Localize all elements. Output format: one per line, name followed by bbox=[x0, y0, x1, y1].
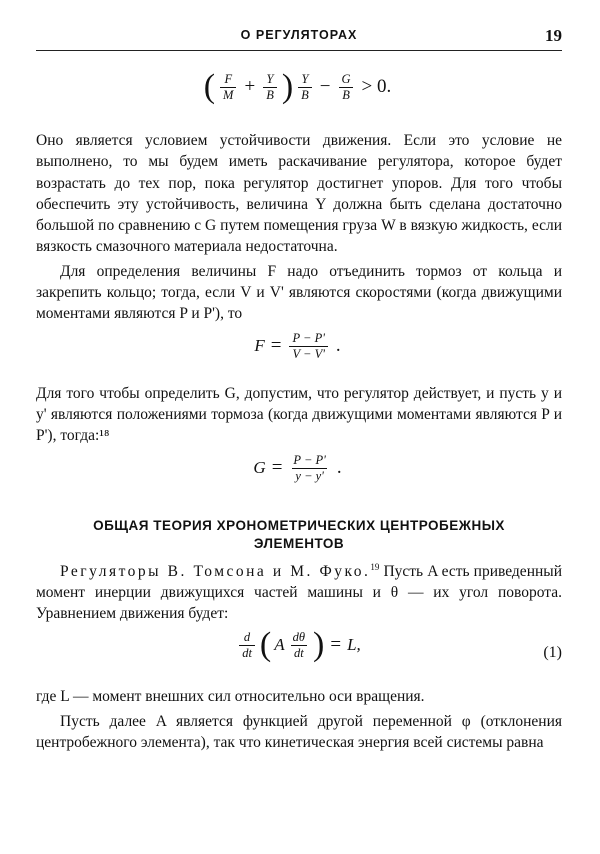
section-title-line-2: ЭЛЕМЕНТОВ bbox=[253, 535, 345, 551]
equation-stability-math: ( $\frac{F}{M}$ + $\frac{Y}{B}$ ) $\frac{Y}{B}$ − $\frac{G}{B}$ > 0. bbox=[203, 68, 392, 105]
equation-number: (1) bbox=[543, 644, 562, 662]
section-title-line-1: ОБЩАЯ ТЕОРИЯ ХРОНОМЕТРИЧЕСКИХ ЦЕНТРОБЕЖНЫХ bbox=[93, 517, 505, 533]
equation-stability bbox=[36, 70, 562, 120]
equation-motion-math: $\frac{d}{dt}$ ( A $\frac{d\theta}{dt}$ ) = L, bbox=[237, 628, 361, 662]
page-body bbox=[36, 64, 562, 753]
equation-motion bbox=[36, 628, 562, 678]
regulators-rest: Пусть A есть приведенный момент инерции движущихся частей машины и θ — их угол поворота. Уравнением движения будет: bbox=[36, 562, 562, 623]
paragraph-where-L: где L — момент внешних сил относительно оси вращения. bbox=[36, 688, 425, 706]
section-heading bbox=[36, 517, 562, 553]
paragraph-determine-G: Для того чтобы определить G, допустим, что регулятор действует, и пусть y и y' являются положениями тормоза (когда движущими моментами являются P и P'), тогда:¹⁸ bbox=[36, 384, 562, 445]
page-header bbox=[36, 26, 562, 48]
equation-F bbox=[36, 331, 562, 379]
paragraph-determine-F: Для определения величины F надо отъединить тормоз от кольца и закрепить кольцо; тогда, если V и V' являются скоростями (когда движущими моментами являются P и P'), то bbox=[36, 262, 562, 323]
paragraph-regulators bbox=[36, 561, 562, 625]
page-number: 19 bbox=[545, 26, 562, 45]
regulators-lead: Регуляторы В. Томсона и М. Фуко. bbox=[60, 562, 371, 580]
paragraph-stability: Оно является условием устойчивости движения. Если это условие не выполнено, то мы будем иметь раскачивание регулятора, которое будет возрастать до тех пор, пока регулятор достигнет упоров. Для того чтобы обеспечить эту устойчивость, величина Y должна быть сделана достаточно большой по сравнению с G путем помещения груза W в вязкую жидкость, если вязкость смазочного материала недостаточна. bbox=[36, 132, 562, 256]
equation-F-math: F = $\frac{P - P'}{V - V'}$ . bbox=[254, 330, 341, 361]
equation-G bbox=[36, 453, 562, 501]
header-rule bbox=[36, 50, 562, 51]
equation-G-math: G = $\frac{P - P'}{y - y'}$ . bbox=[253, 452, 342, 483]
footnote-ref-19: 19 bbox=[370, 561, 380, 572]
running-title: О РЕГУЛЯТОРАХ bbox=[240, 28, 358, 42]
paragraph-next: Пусть далее A является функцией другой переменной φ (отклонения центробежного элемента), так что кинетическая энергия всей системы равна bbox=[36, 712, 562, 752]
